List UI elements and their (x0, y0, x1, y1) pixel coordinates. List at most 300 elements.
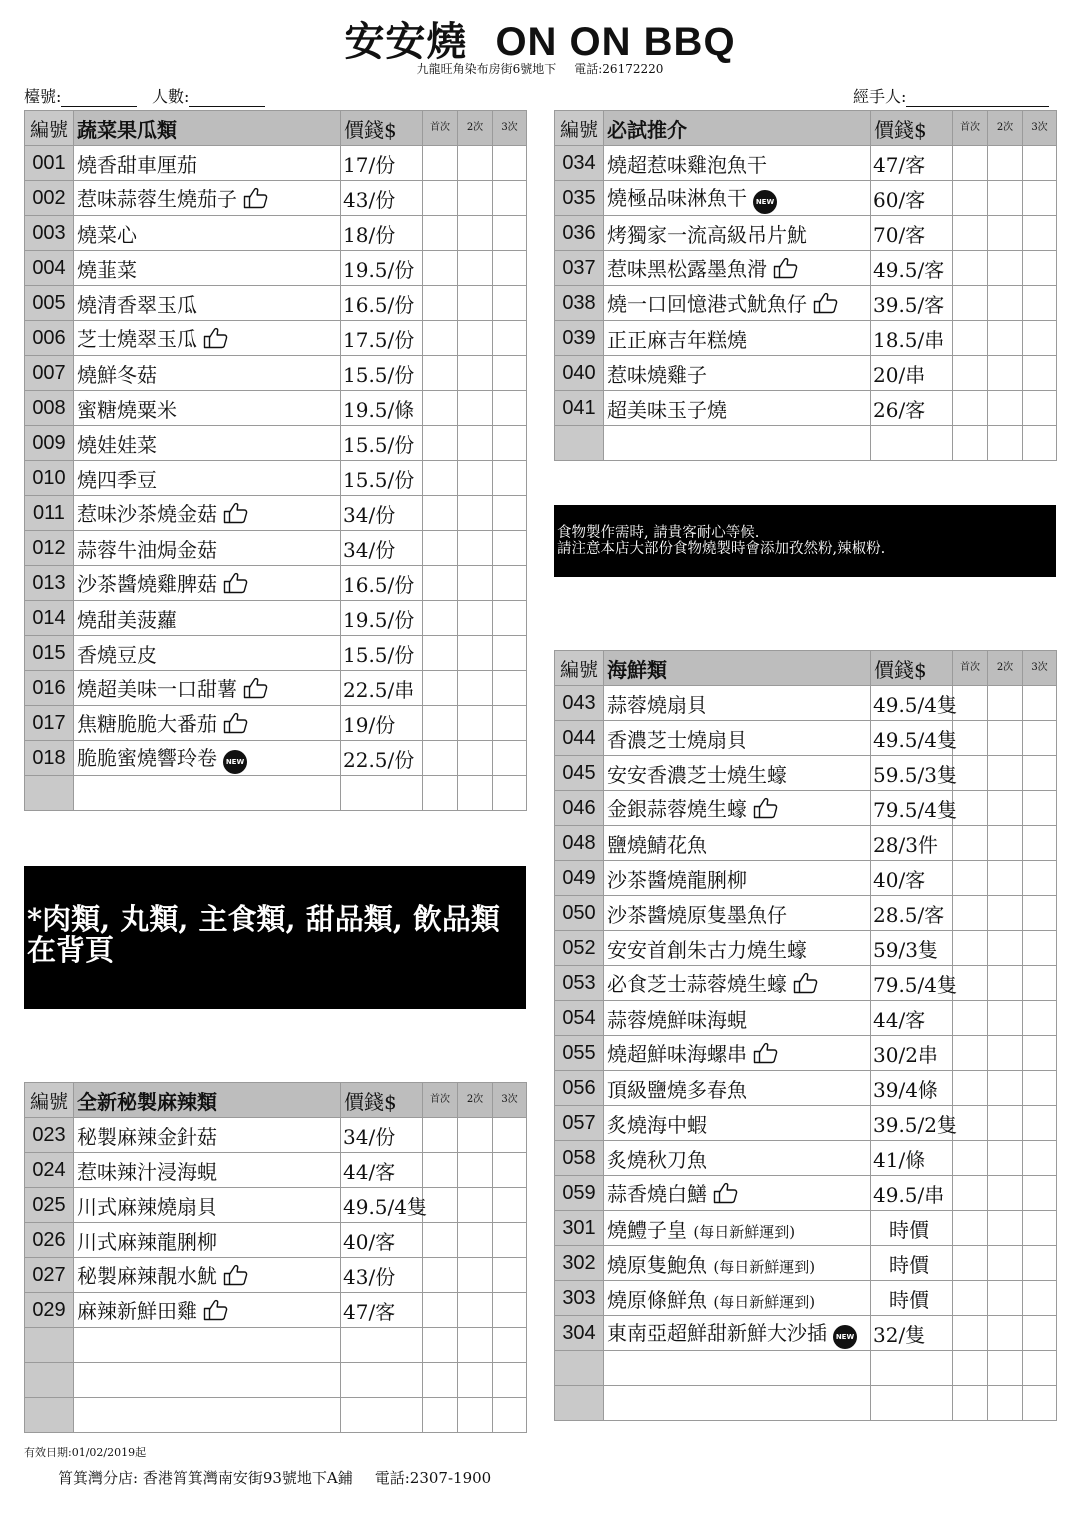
item-name-cell (74, 671, 341, 706)
item-price: 41/條 (871, 1141, 953, 1176)
order-quantity-box[interactable] (493, 1188, 527, 1223)
item-name: 燒超美味一口甜薯 (77, 676, 237, 701)
order-quantity-box[interactable] (1023, 1036, 1057, 1071)
order-quantity-box[interactable] (953, 791, 988, 826)
order-quantity-box[interactable] (1023, 756, 1057, 791)
order-quantity-box[interactable] (1023, 931, 1057, 966)
item-name: 燒甜美菠蘿 (77, 607, 177, 632)
table-row (25, 391, 527, 426)
table-header-row (25, 111, 527, 146)
order-quantity-box[interactable] (1023, 1246, 1057, 1281)
order-quantity-box[interactable] (1023, 826, 1057, 861)
order-quantity-box[interactable] (458, 741, 493, 776)
order-quantity-box[interactable] (458, 1398, 493, 1433)
order-quantity-box[interactable] (1023, 321, 1057, 356)
code-header: 編號 (555, 651, 604, 686)
order-quantity-box[interactable] (423, 461, 458, 496)
order-quantity-box[interactable] (423, 496, 458, 531)
order-quantity-box[interactable] (988, 181, 1023, 216)
item-name: 安安首創朱古力燒生蠔 (607, 937, 807, 962)
order-quantity-box[interactable] (493, 776, 527, 811)
order-quantity-box[interactable] (988, 1386, 1023, 1421)
order-quantity-box[interactable] (988, 1211, 1023, 1246)
order-quantity-box[interactable] (493, 1363, 527, 1398)
order-quantity-box[interactable] (423, 356, 458, 391)
order-quantity-box[interactable] (423, 636, 458, 671)
preparation-notice (554, 505, 1056, 577)
item-code: 013 (25, 566, 74, 601)
staff-field[interactable] (853, 84, 1049, 107)
item-price: 時價 (871, 1246, 953, 1281)
order-quantity-box[interactable] (493, 1223, 527, 1258)
order-quantity-box[interactable] (423, 706, 458, 741)
item-price: 60/客 (871, 181, 953, 216)
order-quantity-box[interactable] (493, 1328, 527, 1363)
order-quantity-box[interactable] (458, 426, 493, 461)
order-quantity-box[interactable] (988, 896, 1023, 931)
order-quantity-box[interactable] (988, 1106, 1023, 1141)
table-row (555, 1141, 1057, 1176)
order-quantity-box[interactable] (988, 426, 1023, 461)
order-quantity-box[interactable] (1023, 861, 1057, 896)
order-quantity-box[interactable] (458, 601, 493, 636)
item-code: 027 (25, 1258, 74, 1293)
item-name-cell (74, 321, 341, 356)
order-quantity-box[interactable] (953, 931, 988, 966)
item-name-cell (604, 1071, 871, 1106)
item-price: 18/份 (341, 216, 423, 251)
order-quantity-box[interactable] (988, 321, 1023, 356)
item-price: 49.5/4隻 (871, 721, 953, 756)
order-quantity-box[interactable] (1023, 1386, 1057, 1421)
order-quantity-box[interactable] (953, 1281, 988, 1316)
order-quantity-box[interactable] (458, 356, 493, 391)
order-quantity-box[interactable] (1023, 1001, 1057, 1036)
order-quantity-box[interactable] (458, 216, 493, 251)
order-quantity-box[interactable] (953, 1141, 988, 1176)
title-english: ON ON BBQ (495, 20, 736, 64)
order-quantity-box[interactable] (423, 1153, 458, 1188)
back-page-notice-line: 在背頁 (27, 933, 115, 967)
vegetables-table (24, 110, 527, 811)
order-quantity-box[interactable] (423, 531, 458, 566)
item-price: 47/客 (871, 146, 953, 181)
price-header: 價錢$ (341, 111, 423, 146)
order-quantity-box[interactable] (423, 1293, 458, 1328)
order-times-header: 2次 (458, 111, 493, 146)
order-quantity-box[interactable] (1023, 216, 1057, 251)
order-quantity-box[interactable] (458, 1293, 493, 1328)
order-quantity-box[interactable] (493, 1153, 527, 1188)
order-quantity-box[interactable] (1023, 181, 1057, 216)
order-quantity-box[interactable] (423, 1363, 458, 1398)
item-price (871, 1386, 953, 1421)
order-quantity-box[interactable] (493, 671, 527, 706)
order-quantity-box[interactable] (988, 1071, 1023, 1106)
order-quantity-box[interactable] (423, 741, 458, 776)
item-name-cell (604, 391, 871, 426)
order-quantity-box[interactable] (458, 146, 493, 181)
item-code: 053 (555, 966, 604, 1001)
order-quantity-box[interactable] (953, 1246, 988, 1281)
thumbs-up-icon (223, 502, 249, 529)
item-price (341, 1363, 423, 1398)
order-quantity-box[interactable] (988, 216, 1023, 251)
table-row (25, 461, 527, 496)
order-quantity-box[interactable] (423, 391, 458, 426)
order-quantity-box[interactable] (953, 861, 988, 896)
order-quantity-box[interactable] (988, 826, 1023, 861)
order-quantity-box[interactable] (988, 1316, 1023, 1351)
order-quantity-box[interactable] (988, 1036, 1023, 1071)
order-quantity-box[interactable] (423, 601, 458, 636)
order-quantity-box[interactable] (1023, 251, 1057, 286)
order-quantity-box[interactable] (953, 721, 988, 756)
order-times-header: 首次 (953, 111, 988, 146)
order-quantity-box[interactable] (953, 426, 988, 461)
order-quantity-box[interactable] (988, 721, 1023, 756)
order-quantity-box[interactable] (988, 1351, 1023, 1386)
order-quantity-box[interactable] (953, 321, 988, 356)
item-name: 川式麻辣龍脷柳 (77, 1229, 217, 1254)
order-quantity-box[interactable] (458, 496, 493, 531)
order-quantity-box[interactable] (458, 566, 493, 601)
order-quantity-box[interactable] (423, 286, 458, 321)
order-quantity-box[interactable] (458, 251, 493, 286)
item-price: 44/客 (871, 1001, 953, 1036)
order-quantity-box[interactable] (493, 601, 527, 636)
order-quantity-box[interactable] (423, 671, 458, 706)
item-name: 燒一口回憶港式魷魚仔 (607, 291, 807, 316)
people-count-field[interactable] (152, 84, 265, 107)
order-quantity-box[interactable] (493, 216, 527, 251)
price-header: 價錢$ (871, 651, 953, 686)
order-quantity-box[interactable] (1023, 1141, 1057, 1176)
order-quantity-box[interactable] (953, 181, 988, 216)
order-quantity-box[interactable] (1023, 966, 1057, 1001)
item-name: 必食芝士蒜蓉燒生蠔 (607, 971, 787, 996)
table-row (25, 671, 527, 706)
table-number-field[interactable] (24, 84, 137, 107)
order-quantity-box[interactable] (458, 391, 493, 426)
item-name-cell (74, 601, 341, 636)
order-quantity-box[interactable] (988, 861, 1023, 896)
order-quantity-box[interactable] (953, 826, 988, 861)
item-price: 28.5/客 (871, 896, 953, 931)
order-quantity-box[interactable] (988, 356, 1023, 391)
item-name: 燒原條鮮魚 (607, 1287, 707, 1312)
item-price: 19.5/份 (341, 601, 423, 636)
order-quantity-box[interactable] (458, 1328, 493, 1363)
order-quantity-box[interactable] (1023, 1351, 1057, 1386)
category-title: 全新秘製麻辣類 (74, 1083, 341, 1118)
order-quantity-box[interactable] (953, 1036, 988, 1071)
thumbs-up-icon (713, 1182, 739, 1209)
item-name: 燒超鮮味海螺串 (607, 1041, 747, 1066)
item-code: 040 (555, 356, 604, 391)
order-quantity-box[interactable] (1023, 896, 1057, 931)
order-quantity-box[interactable] (423, 1188, 458, 1223)
item-price (871, 1351, 953, 1386)
order-quantity-box[interactable] (493, 461, 527, 496)
item-name: 金銀蒜蓉燒生蠔 (607, 796, 747, 821)
thumbs-up-icon (793, 972, 819, 999)
order-quantity-box[interactable] (953, 1351, 988, 1386)
seafood-table (554, 650, 1057, 1421)
order-quantity-box[interactable] (493, 286, 527, 321)
order-quantity-box[interactable] (1023, 391, 1057, 426)
order-quantity-box[interactable] (1023, 791, 1057, 826)
item-price: 39.5/2隻 (871, 1106, 953, 1141)
table-row (555, 896, 1057, 931)
table-row (555, 1386, 1057, 1421)
order-quantity-box[interactable] (953, 896, 988, 931)
table-row (25, 776, 527, 811)
new-badge-icon: NEW (833, 1325, 857, 1349)
table-number-label: 檯號: (24, 87, 62, 106)
item-name-cell (74, 216, 341, 251)
order-quantity-box[interactable] (1023, 426, 1057, 461)
order-quantity-box[interactable] (1023, 146, 1057, 181)
order-quantity-box[interactable] (988, 1246, 1023, 1281)
order-quantity-box[interactable] (493, 1293, 527, 1328)
order-quantity-box[interactable] (988, 286, 1023, 321)
order-quantity-box[interactable] (953, 1211, 988, 1246)
order-quantity-box[interactable] (423, 1328, 458, 1363)
order-quantity-box[interactable] (988, 251, 1023, 286)
price-header: 價錢$ (871, 111, 953, 146)
item-code: 016 (25, 671, 74, 706)
order-quantity-box[interactable] (1023, 1071, 1057, 1106)
order-quantity-box[interactable] (493, 1118, 527, 1153)
order-quantity-box[interactable] (988, 1001, 1023, 1036)
order-quantity-box[interactable] (953, 756, 988, 791)
item-name: 燒娃娃菜 (77, 432, 157, 457)
item-name-cell (604, 286, 871, 321)
order-quantity-box[interactable] (458, 286, 493, 321)
order-quantity-box[interactable] (493, 356, 527, 391)
order-quantity-box[interactable] (423, 181, 458, 216)
order-quantity-box[interactable] (458, 1118, 493, 1153)
order-quantity-box[interactable] (1023, 1211, 1057, 1246)
order-quantity-box[interactable] (493, 146, 527, 181)
item-code: 026 (25, 1223, 74, 1258)
order-quantity-box[interactable] (493, 426, 527, 461)
table-row (25, 706, 527, 741)
item-name-cell (74, 1363, 341, 1398)
table-row (25, 1118, 527, 1153)
item-code: 058 (555, 1141, 604, 1176)
order-quantity-box[interactable] (493, 496, 527, 531)
item-name-cell (604, 181, 871, 216)
order-quantity-box[interactable] (1023, 1316, 1057, 1351)
order-quantity-box[interactable] (423, 1258, 458, 1293)
table-row (555, 181, 1057, 216)
table-row (25, 531, 527, 566)
order-quantity-box[interactable] (423, 146, 458, 181)
order-quantity-box[interactable] (1023, 1176, 1057, 1211)
item-code: 302 (555, 1246, 604, 1281)
item-name-cell (74, 146, 341, 181)
item-name-cell (604, 1106, 871, 1141)
item-name: 沙茶醬燒龍脷柳 (607, 867, 747, 892)
order-quantity-box[interactable] (1023, 356, 1057, 391)
order-quantity-box[interactable] (988, 391, 1023, 426)
item-name-cell (74, 426, 341, 461)
order-quantity-box[interactable] (988, 686, 1023, 721)
item-price: 15.5/份 (341, 461, 423, 496)
order-quantity-box[interactable] (458, 461, 493, 496)
order-quantity-box[interactable] (988, 1141, 1023, 1176)
item-code: 011 (25, 496, 74, 531)
item-price: 19.5/份 (341, 251, 423, 286)
order-quantity-box[interactable] (988, 791, 1023, 826)
thumbs-up-icon (243, 187, 269, 214)
order-quantity-box[interactable] (458, 181, 493, 216)
order-quantity-box[interactable] (988, 1281, 1023, 1316)
order-quantity-box[interactable] (458, 1153, 493, 1188)
order-quantity-box[interactable] (493, 251, 527, 286)
order-quantity-box[interactable] (988, 931, 1023, 966)
item-name-cell (604, 896, 871, 931)
order-quantity-box[interactable] (953, 1001, 988, 1036)
order-quantity-box[interactable] (988, 1176, 1023, 1211)
item-code: 017 (25, 706, 74, 741)
item-name-cell (74, 461, 341, 496)
order-quantity-box[interactable] (953, 1071, 988, 1106)
order-quantity-box[interactable] (953, 1176, 988, 1211)
order-quantity-box[interactable] (953, 966, 988, 1001)
table-row (25, 1223, 527, 1258)
item-code: 303 (555, 1281, 604, 1316)
thumbs-up-icon (243, 677, 269, 704)
order-quantity-box[interactable] (458, 776, 493, 811)
order-quantity-box[interactable] (953, 251, 988, 286)
order-quantity-box[interactable] (493, 1398, 527, 1433)
item-name-cell (604, 426, 871, 461)
item-price: 59.5/3隻 (871, 756, 953, 791)
item-name-cell (604, 1001, 871, 1036)
order-times-header: 2次 (458, 1083, 493, 1118)
order-quantity-box[interactable] (493, 391, 527, 426)
item-name: 燒原隻鮑魚 (607, 1252, 707, 1277)
order-quantity-box[interactable] (493, 321, 527, 356)
item-code: 041 (555, 391, 604, 426)
order-quantity-box[interactable] (458, 531, 493, 566)
order-quantity-box[interactable] (423, 321, 458, 356)
order-quantity-box[interactable] (493, 531, 527, 566)
item-price: 40/客 (871, 861, 953, 896)
item-price (341, 1328, 423, 1363)
order-quantity-box[interactable] (458, 1258, 493, 1293)
order-quantity-box[interactable] (423, 1118, 458, 1153)
order-quantity-box[interactable] (988, 756, 1023, 791)
order-quantity-box[interactable] (988, 146, 1023, 181)
order-quantity-box[interactable] (493, 636, 527, 671)
table-row (25, 496, 527, 531)
item-price: 15.5/份 (341, 356, 423, 391)
order-quantity-box[interactable] (493, 706, 527, 741)
order-quantity-box[interactable] (953, 356, 988, 391)
item-name-cell (604, 216, 871, 251)
item-name: 燒韮菜 (77, 257, 137, 282)
order-quantity-box[interactable] (953, 1386, 988, 1421)
order-quantity-box[interactable] (988, 966, 1023, 1001)
order-quantity-box[interactable] (1023, 686, 1057, 721)
table-row (555, 1246, 1057, 1281)
item-price: 時價 (871, 1211, 953, 1246)
item-code: 059 (555, 1176, 604, 1211)
order-quantity-box[interactable] (953, 1316, 988, 1351)
table-row (25, 1328, 527, 1363)
item-price: 39/4條 (871, 1071, 953, 1106)
order-quantity-box[interactable] (458, 706, 493, 741)
order-quantity-box[interactable] (1023, 286, 1057, 321)
order-quantity-box[interactable] (458, 1223, 493, 1258)
order-quantity-box[interactable] (493, 181, 527, 216)
item-name: 香濃芝士燒扇貝 (607, 727, 747, 752)
order-quantity-box[interactable] (423, 426, 458, 461)
item-name-cell (74, 181, 341, 216)
table-row (25, 1398, 527, 1433)
table-row (25, 1258, 527, 1293)
item-name: 秘製麻辣金針菇 (77, 1124, 217, 1149)
order-quantity-box[interactable] (493, 566, 527, 601)
table-row (25, 146, 527, 181)
item-name-cell (74, 776, 341, 811)
item-price: 22.5/份 (341, 741, 423, 776)
order-quantity-box[interactable] (953, 146, 988, 181)
table-row (555, 966, 1057, 1001)
table-header-row (25, 1083, 527, 1118)
item-name: 炙燒秋刀魚 (607, 1147, 707, 1172)
order-quantity-box[interactable] (953, 686, 988, 721)
item-code: 037 (555, 251, 604, 286)
order-quantity-box[interactable] (423, 251, 458, 286)
order-quantity-box[interactable] (423, 776, 458, 811)
order-quantity-box[interactable] (423, 566, 458, 601)
order-quantity-box[interactable] (953, 391, 988, 426)
order-quantity-box[interactable] (953, 286, 988, 321)
order-quantity-box[interactable] (458, 1188, 493, 1223)
item-code: 036 (555, 216, 604, 251)
item-price: 49.5/4隻 (871, 686, 953, 721)
order-quantity-box[interactable] (493, 741, 527, 776)
item-price: 30/2串 (871, 1036, 953, 1071)
order-times-header: 首次 (953, 651, 988, 686)
item-price: 44/客 (341, 1153, 423, 1188)
item-name: 超美味玉子燒 (607, 397, 727, 422)
order-quantity-box[interactable] (423, 1223, 458, 1258)
order-quantity-box[interactable] (458, 321, 493, 356)
order-quantity-box[interactable] (458, 671, 493, 706)
order-quantity-box[interactable] (1023, 1106, 1057, 1141)
order-quantity-box[interactable] (953, 1106, 988, 1141)
order-quantity-box[interactable] (1023, 721, 1057, 756)
order-quantity-box[interactable] (1023, 1281, 1057, 1316)
item-code: 034 (555, 146, 604, 181)
order-quantity-box[interactable] (953, 216, 988, 251)
order-quantity-box[interactable] (423, 1398, 458, 1433)
order-quantity-box[interactable] (423, 216, 458, 251)
table-row (555, 216, 1057, 251)
order-times-header: 2次 (988, 111, 1023, 146)
item-name-cell (74, 1293, 341, 1328)
order-quantity-box[interactable] (493, 1258, 527, 1293)
item-name: 川式麻辣燒扇貝 (77, 1194, 217, 1219)
order-quantity-box[interactable] (458, 636, 493, 671)
order-quantity-box[interactable] (458, 1363, 493, 1398)
